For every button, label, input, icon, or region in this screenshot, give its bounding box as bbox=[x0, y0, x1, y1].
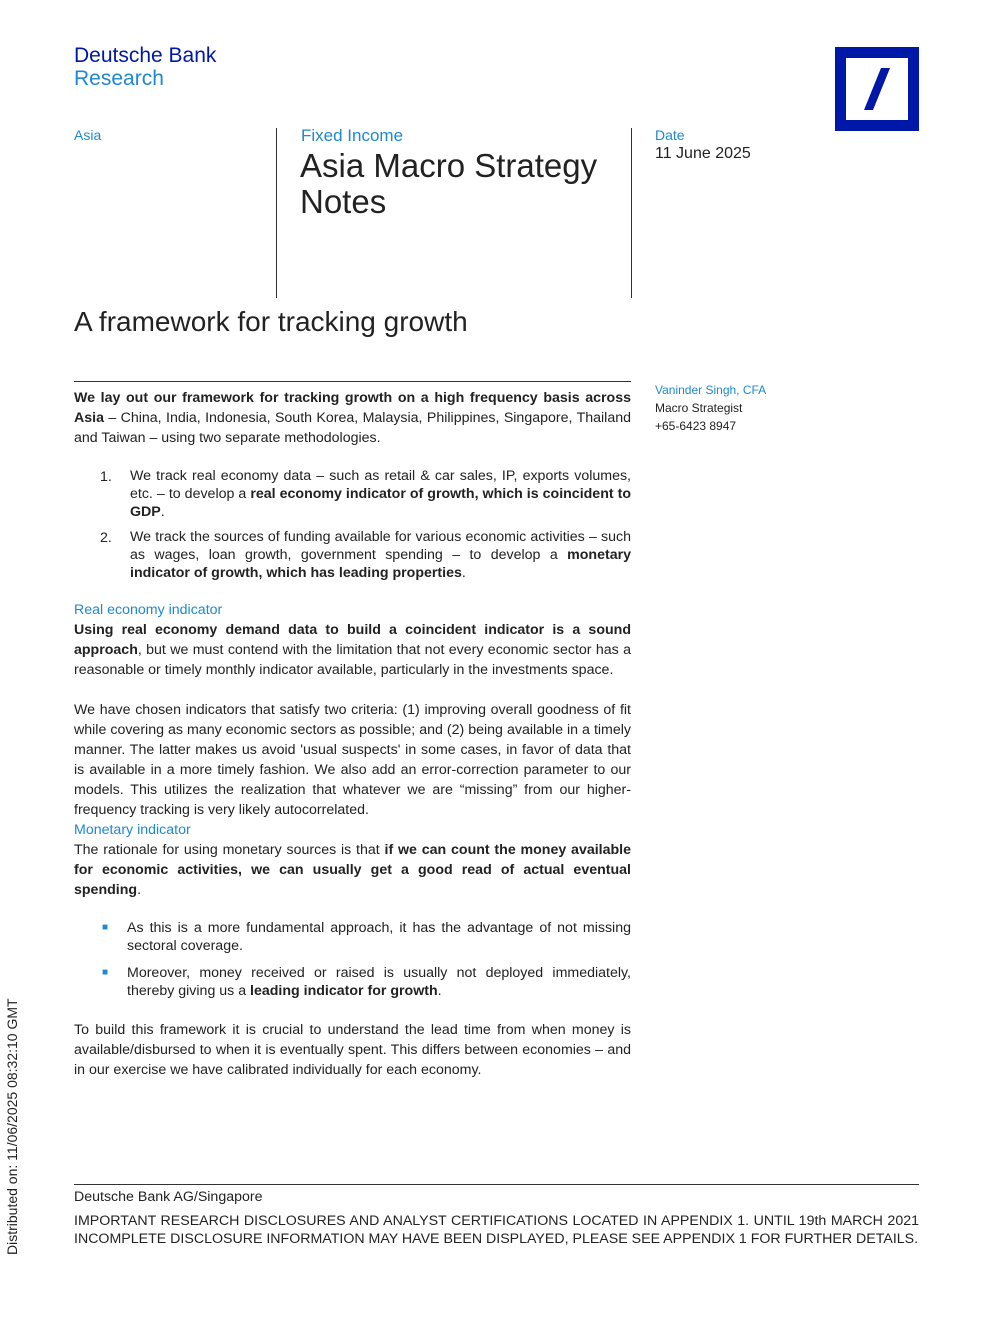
distribution-stamp: Distributed on: 11/06/2025 08:32:10 GMT bbox=[4, 998, 20, 1255]
report-body bbox=[74, 388, 631, 1080]
series-label: Fixed Income bbox=[301, 126, 404, 145]
author-phone: +65-6423 8947 bbox=[655, 419, 737, 433]
paragraph-text: , but we must contend with the limitation that not every economic sector has a reasonable or timely monthly indicator available, particularly in the investments space. bbox=[74, 642, 631, 678]
date-value: 11 June 2025 bbox=[655, 145, 751, 162]
intro-bold: We lay out our framework for tracking growth on a high frequency basis across Asia bbox=[74, 390, 631, 426]
publication-title: Asia Macro Strategy Notes bbox=[300, 147, 598, 220]
real-economy-paragraph-2: We have chosen indicators that satisfy two criteria: (1) improving overall goodness of fit while covering as many economic sectors as possible; and (2) being available in a timely manner. The latter makes us avoid 'usual suspects' in some cases, in favor of data that is available in a more timely fashion. We also add an error-correction parameter to our models. This utilizes the realization that whatever we are “missing” from our higher-frequency tracking is very likely autocorrelated. bbox=[74, 702, 631, 818]
list-text: As this is a more fundamental approach, it has the advantage of not missing sectoral coverage. bbox=[127, 920, 631, 954]
header-divider-left bbox=[276, 128, 277, 298]
brand-wordmark bbox=[74, 44, 216, 90]
footer-entity: Deutsche Bank AG/Singapore bbox=[74, 1189, 263, 1205]
list-text: We track the sources of funding available for various economic activities – such as wages, loan growth, government spending – to develop a bbox=[130, 529, 631, 563]
header-divider-right bbox=[631, 128, 632, 298]
footer-rule bbox=[74, 1184, 919, 1185]
methods-list bbox=[74, 467, 631, 582]
footer-disclosure: IMPORTANT RESEARCH DISCLOSURES AND ANALYST CERTIFICATIONS LOCATED IN APPENDIX 1. UNTIL 19th MARCH 2021 INCOMPLETE DISCLOSURE INFORMATION MAY HAVE BEEN DISPLAYED, PLEASE SEE APPENDIX 1 FOR FURTHER DETAILS. bbox=[74, 1213, 919, 1247]
square-bullet-icon: ■ bbox=[102, 967, 109, 978]
region-label: Asia bbox=[74, 127, 102, 143]
list-item bbox=[74, 919, 631, 955]
list-number: 2. bbox=[100, 530, 112, 546]
author-name[interactable]: Vaninder Singh, CFA bbox=[655, 383, 767, 397]
list-text: Moreover, money received or raised is usually not deployed immediately, thereby giving us a bbox=[127, 965, 631, 999]
list-item bbox=[74, 528, 631, 582]
square-bullet-icon: ■ bbox=[102, 922, 109, 933]
list-bold: monetary indicator of growth, which has leading properties bbox=[130, 547, 631, 581]
monetary-paragraph-2: To build this framework it is crucial to understand the lead time from when money is available/disbursed to when it is eventually spent. This differs between economies – and in our exercise we have calibrated individually for each economy. bbox=[74, 1022, 631, 1078]
deutsche-bank-logo bbox=[835, 47, 919, 131]
paragraph-bold: if we can count the money available for economic activities, we can usually get a good read of actual eventual spending bbox=[74, 842, 632, 898]
section-heading-real-economy: Real economy indicator bbox=[74, 602, 223, 618]
brand-division: Research bbox=[74, 67, 164, 90]
date-label: Date bbox=[655, 127, 685, 143]
paragraph-text-end: . bbox=[137, 882, 142, 898]
intro-rest: – China, India, Indonesia, South Korea, Malaysia, Philippines, Singapore, Thailand and Taiwan – using two separate methodologies. bbox=[74, 410, 631, 446]
list-text-end: . bbox=[461, 565, 466, 581]
monetary-paragraph-1 bbox=[74, 840, 631, 900]
paragraph-text: The rationale for using monetary sources is that bbox=[74, 842, 385, 858]
list-item bbox=[74, 467, 631, 521]
body-top-rule bbox=[74, 381, 631, 382]
list-number: 1. bbox=[100, 469, 112, 485]
paragraph-bold: Using real economy demand data to build a coincident indicator is a sound approach bbox=[74, 622, 631, 658]
monetary-bullets bbox=[74, 919, 631, 1000]
list-text-end: . bbox=[160, 504, 165, 520]
list-text: We track real economy data – such as retail & car sales, IP, exports volumes, etc. – to develop a bbox=[130, 468, 631, 502]
list-bold: real economy indicator of growth, which is coincident to GDP bbox=[130, 486, 632, 520]
brand-name: Deutsche Bank bbox=[74, 44, 217, 67]
list-item bbox=[74, 964, 631, 1000]
intro-paragraph bbox=[74, 388, 631, 448]
real-economy-paragraph-1 bbox=[74, 620, 631, 680]
report-headline: A framework for tracking growth bbox=[74, 306, 468, 337]
section-heading-monetary: Monetary indicator bbox=[74, 822, 191, 838]
author-block bbox=[655, 381, 766, 435]
list-bold: leading indicator for growth bbox=[250, 983, 438, 999]
list-text-end: . bbox=[437, 983, 442, 999]
author-role: Macro Strategist bbox=[655, 401, 743, 415]
